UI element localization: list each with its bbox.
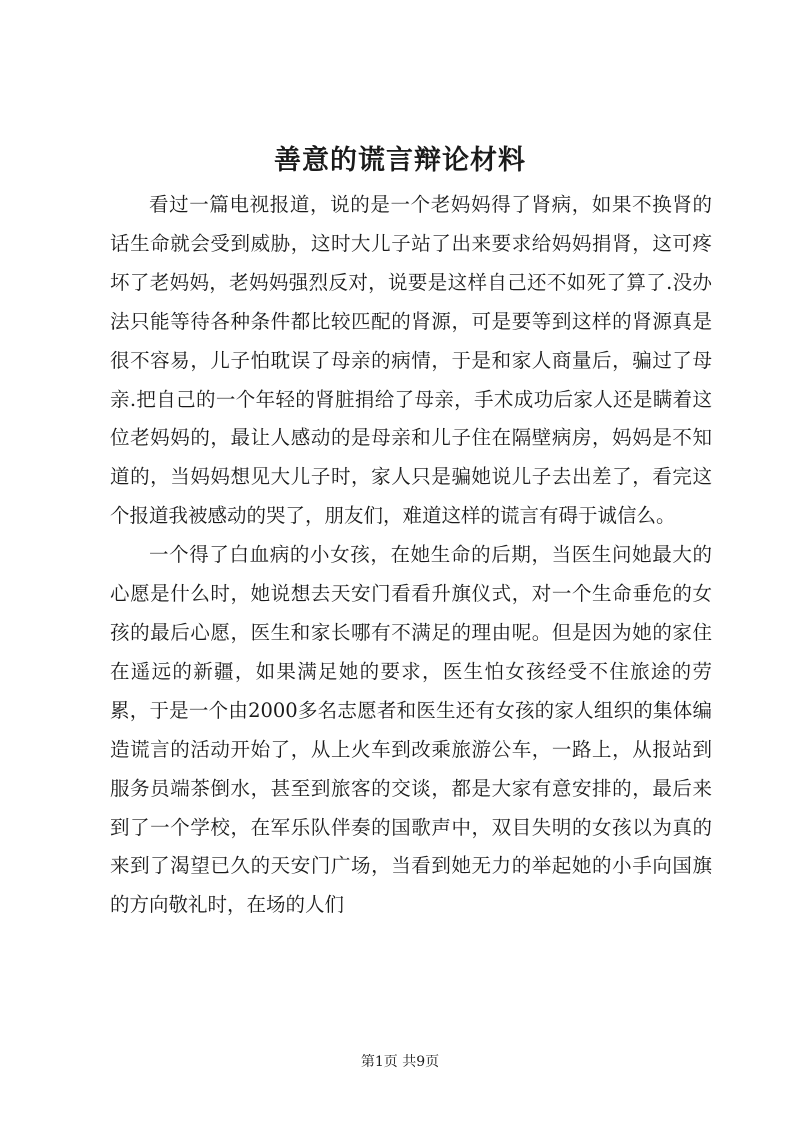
paragraph-2: 一个得了白血病的小女孩，在她生命的后期，当医生问她最大的心愿是什么时，她说想去天安门看看升旗仪式，对一个生命垂危的女孩的最后心愿，医生和家长哪有不满足的理由呢。但是因为她的家住在遥远的新疆，如果满足她的要求，医生怕女孩经受不住旅途的劳累，于是一个由2000多名志愿者和医生还有女孩的家人组织的集体编造谎言的活动开始了，从上火车到改乘旅游公车，一路上，从报站到服务员端茶倒水，甚至到旅客的交谈，都是大家有意安排的，最后来到了一个学校，在军乐队伴奏的国歌声中，双目失明的女孩以为真的来到了渴望已久的天安门广场，当看到她无力的举起她的小手向国旗的方向敬礼时，在场的人们 (110, 543, 712, 917)
page-footer: 第1页 共9页 (360, 1054, 440, 1070)
document-body (110, 186, 712, 925)
paragraph-1: 看过一篇电视报道，说的是一个老妈妈得了肾病，如果不换肾的话生命就会受到威胁，这时大儿子站了出来要求给妈妈捐肾，这可疼坏了老妈妈，老妈妈强烈反对，说要是这样自己还不如死了算了.没办法只能等待各种条件都比较匹配的肾源，可是要等到这样的肾源真是很不容易，儿子怕耽误了母亲的病情，于是和家人商量后，骗过了母亲.把自己的一个年轻的肾脏捐给了母亲，手术成功后家人还是瞒着这位老妈妈的，最让人感动的是母亲和儿子住在隔壁病房，妈妈是不知道的，当妈妈想见大儿子时，家人只是骗她说儿子去出差了，看完这个报道我被感动的哭了，朋友们，难道这样的谎言有碍于诚信么。 (110, 193, 712, 528)
document-title: 善意的谎言辩论材料 (274, 145, 526, 176)
